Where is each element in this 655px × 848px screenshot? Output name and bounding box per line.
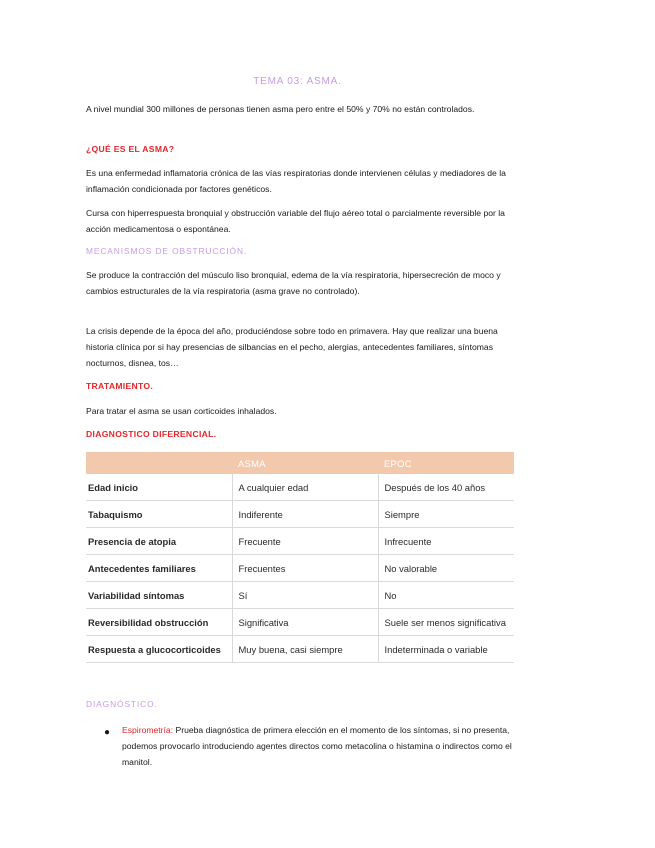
table-row	[86, 582, 514, 609]
spirometry-label: Espirometría:	[122, 725, 174, 735]
differential-table	[86, 452, 514, 663]
spirometry-text: Prueba diagnóstica de primera elección en el momento de los síntomas, si no presenta, podemos provocarlo introduciendo agentes directos como metacolina o histamina o indirectos como el manitol.	[122, 725, 512, 767]
table-row	[86, 501, 514, 528]
heading-tratamiento: TRATAMIENTO.	[86, 381, 154, 391]
row-label: Presencia de atopia	[86, 528, 232, 555]
table-row	[86, 528, 514, 555]
cell-epoc: Infrecuente	[378, 528, 514, 555]
cell-epoc: No valorable	[378, 555, 514, 582]
cell-epoc: No	[378, 582, 514, 609]
cell-asma: A cualquier edad	[232, 474, 378, 501]
cell-epoc: Suele ser menos significativa	[378, 609, 514, 636]
cell-epoc: Siempre	[378, 501, 514, 528]
cell-epoc: Después de los 40 años	[378, 474, 514, 501]
table-header-empty	[86, 452, 232, 474]
row-label: Respuesta a glucocorticoides	[86, 636, 232, 663]
cell-asma: Frecuente	[232, 528, 378, 555]
mechanisms-paragraph: Se produce la contracción del músculo liso bronquial, edema de la vía respiratoria, hipersecreción de moco y cambios estructurales de la vía respiratoria (asma grave no controlado).	[86, 270, 501, 296]
table-row	[86, 474, 514, 501]
document-title: TEMA 03: ASMA.	[253, 76, 342, 87]
table-header-row	[86, 452, 514, 474]
cell-epoc: Indeterminada o variable	[378, 636, 514, 663]
heading-diagnostico-diferencial: DIAGNOSTICO DIFERENCIAL.	[86, 429, 217, 439]
hyperresponse-paragraph: Cursa con hiperrespuesta bronquial y obstrucción variable del flujo aéreo total o parcialmente reversible por la acción medicamentosa o espontánea.	[86, 208, 505, 234]
row-label: Tabaquismo	[86, 501, 232, 528]
row-label: Variabilidad síntomas	[86, 582, 232, 609]
cell-asma: Sí	[232, 582, 378, 609]
cell-asma: Indiferente	[232, 501, 378, 528]
table-row	[86, 555, 514, 582]
bullet-dot: ●	[104, 727, 111, 738]
cell-asma: Significativa	[232, 609, 378, 636]
heading-que-es-asma: ¿QUÉ ES EL ASMA?	[86, 144, 175, 154]
cell-asma: Muy buena, casi siempre	[232, 636, 378, 663]
heading-mecanismos: MECANISMOS DE OBSTRUCCIÓN.	[86, 246, 248, 256]
heading-diagnostico: DIAGNÓSTICO.	[86, 699, 158, 709]
treatment-paragraph: Para tratar el asma se usan corticoides inhalados.	[86, 406, 277, 416]
table-row	[86, 609, 514, 636]
row-label: Antecedentes familiares	[86, 555, 232, 582]
crisis-paragraph: La crisis depende de la época del año, produciéndose sobre todo en primavera. Hay que realizar una buena historia clínica por si hay presencias de silbancias en el pecho, alergias, antecedentes familiares, síntomas nocturnos, disnea, tos…	[86, 326, 498, 368]
intro-paragraph: A nivel mundial 300 millones de personas tienen asma pero entre el 50% y 70% no están controlados.	[86, 104, 475, 114]
row-label: Reversibilidad obstrucción	[86, 609, 232, 636]
spirometry-item	[122, 722, 522, 770]
definition-paragraph: Es una enfermedad inflamatoria crónica de las vías respiratorias donde intervienen células y mediadores de la inflamación condicionada por factores genéticos.	[86, 168, 506, 194]
cell-asma: Frecuentes	[232, 555, 378, 582]
table-row	[86, 636, 514, 663]
row-label: Edad inicio	[86, 474, 232, 501]
table-header-epoc: EPOC	[378, 452, 514, 474]
table-header-asma: ASMA	[232, 452, 378, 474]
